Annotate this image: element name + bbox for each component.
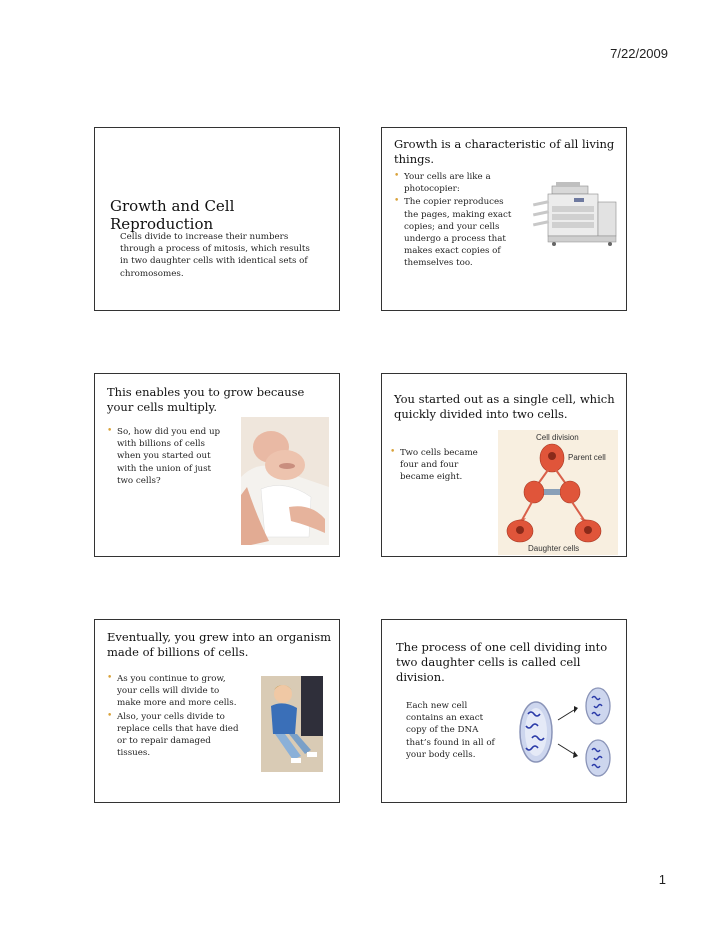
bullet-item: • Also, your cells divide to replace cells that have died or to repair damaged tissues. <box>107 711 242 760</box>
child-photo <box>261 676 323 772</box>
slide-5 <box>94 619 340 803</box>
page-number: 1 <box>658 872 666 887</box>
slide-title: Growth and Cell Reproduction <box>110 197 235 233</box>
bullet-item: • As you continue to grow, your cells will divide to make more and more cells. <box>107 673 242 710</box>
slide-bullet-list <box>390 447 490 485</box>
daughter-cells-label: Daughter cells <box>528 544 580 553</box>
bullet-item: • Two cells became four and four became eight. <box>390 447 490 484</box>
slide-title: This enables you to grow because your cells multiply. <box>107 385 305 414</box>
slide-3 <box>94 373 340 557</box>
slide-6 <box>381 619 627 803</box>
slide-bullet-list <box>394 171 512 271</box>
slide-body-text: Cells divide to increase their numbers through a process of mitosis, which results in two daughter cells with identical sets of chromosomes. <box>120 232 310 279</box>
slide-body-text: Each new cell contains an exact copy of the DNA that’s found in all of your body cells. <box>406 701 495 760</box>
slide-4 <box>381 373 627 557</box>
slide-title: The process of one cell dividing into two daughter cells is called cell division. <box>396 640 608 684</box>
bullet-item: • So, how did you end up with billions of cells when you started out with the union of just two cells? <box>107 426 222 487</box>
slide-bullet-list <box>107 426 222 488</box>
slide-bullet-list <box>107 673 242 760</box>
slide-title: You started out as a single cell, which quickly divided into two cells. <box>394 392 615 421</box>
bullet-item: • Your cells are like a photocopier: <box>394 171 512 195</box>
slide-title: Eventually, you grew into an organism made of billions of cells. <box>107 630 332 659</box>
diagram-title: Cell division <box>536 433 579 442</box>
slide-1 <box>94 127 340 311</box>
dna-division-diagram <box>514 686 620 778</box>
photocopier-image <box>530 178 622 253</box>
slide-2 <box>381 127 627 311</box>
slide-title: Growth is a characteristic of all living things. <box>394 137 615 166</box>
parent-cell-label: Parent cell <box>568 453 606 462</box>
cell-division-diagram <box>498 430 618 555</box>
bullet-item: • The copier reproduces the pages, making exact copies; and your cells undergo a process that makes exact copies of themselves too. <box>394 196 512 269</box>
header-date: 7/22/2009 <box>610 46 668 61</box>
baby-photo <box>241 417 329 545</box>
